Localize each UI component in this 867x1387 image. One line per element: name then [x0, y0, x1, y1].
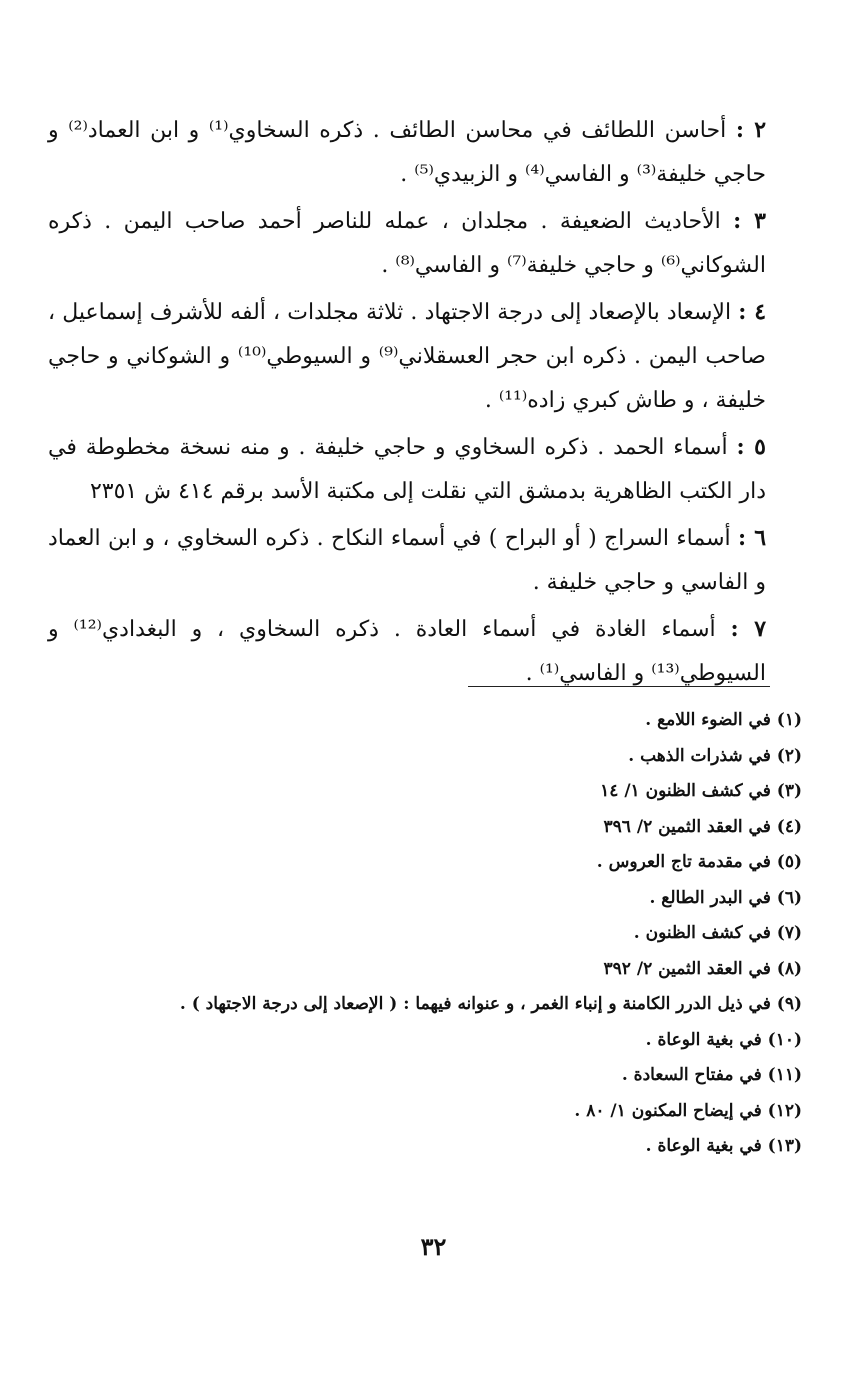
entry-text: أسماء الغادة في أسماء العادة . ذكره السخاوي ، و البغدادي⁽¹²⁾ و السيوطي⁽¹³⁾ و الفاسي⁽¹⁾ .	[48, 617, 766, 686]
footnote-8: (٨) في العقد الثمين ٢/ ٣٩٢	[603, 958, 802, 979]
footnote-5: (٥) في مقدمة تاج العروس .	[596, 852, 802, 872]
footnote-1: (١) في الضوء اللامع .	[645, 710, 802, 730]
footnote-11: (١١) في مفتاح السعادة .	[621, 1065, 802, 1085]
footnote-12: (١٢) في إيضاح المكنون ١/ ٨٠ .	[574, 1100, 802, 1121]
entry-text: أسماء الحمد . ذكره السخاوي و حاجي خليفة . و منه نسخة مخطوطة في دار الكتب الظاهرية بدمشق التي نقلت إلى مكتبة الأسد برقم ٤١٤ ش ٢٣٥١	[48, 435, 766, 504]
entry-3	[48, 199, 766, 288]
entry-5	[48, 425, 766, 514]
entry-2	[48, 108, 766, 197]
entry-text: الإسعاد بالإصعاد إلى درجة الاجتهاد . ثلاثة مجلدات ، ألفه للأشرف إسماعيل ، صاحب اليمن . ذكره ابن حجر العسقلاني⁽⁹⁾ و السيوطي⁽¹⁰⁾ و الشوكاني و حاجي خليفة ، و طاش كبري زاده⁽¹¹⁾ .	[48, 300, 766, 413]
entry-text: أحاسن اللطائف في محاسن الطائف . ذكره السخاوي⁽¹⁾ و ابن العماد⁽²⁾ و حاجي خليفة⁽³⁾ و الفاسي⁽⁴⁾ و الزبيدي⁽⁵⁾ .	[48, 118, 766, 187]
entry-text: الأحاديث الضعيفة . مجلدان ، عمله للناصر أحمد صاحب اليمن . ذكره الشوكاني⁽⁶⁾ و حاجي خليفة⁽⁷⁾ و الفاسي⁽⁸⁾ .	[48, 209, 766, 278]
entry-4	[48, 290, 766, 423]
footnote-3: (٣) في كشف الظنون ١/ ١٤	[600, 781, 802, 801]
footnote-13: (١٣) في بغية الوعاة .	[645, 1136, 802, 1156]
footnote-2: (٢) في شذرات الذهب .	[628, 745, 802, 766]
entry-6	[48, 516, 766, 605]
entry-7	[48, 607, 766, 696]
entry-number: ٦ :	[738, 525, 767, 551]
footnote-6: (٦) في البدر الطالع .	[649, 887, 802, 908]
footnote-separator	[468, 686, 770, 687]
entry-number: ٥ :	[736, 434, 766, 460]
page-number: ٣٢	[420, 1232, 447, 1261]
footnotes-list	[122, 703, 802, 1165]
entry-number: ٣ :	[733, 208, 766, 234]
footnote-4: (٤) في العقد الثمين ٢/ ٣٩٦	[603, 816, 802, 837]
entry-number: ٧ :	[730, 616, 767, 642]
footnote-7: (٧) في كشف الظنون .	[633, 923, 802, 943]
footnote-9: (٩) في ذيل الدرر الكامنة و إنباء الغمر ، و عنوانه فيهما : ( الإصعاد إلى درجة الاجتهاد ) .	[179, 994, 802, 1014]
entry-number: ٤ :	[738, 299, 767, 325]
main-text	[48, 108, 766, 698]
entry-number: ٢ :	[735, 117, 767, 143]
footnote-10: (١٠) في بغية الوعاة .	[645, 1029, 802, 1050]
entry-text: أسماء السراج ( أو البراح ) في أسماء النكاح . ذكره السخاوي ، و ابن العماد و الفاسي و حاجي خليفة .	[48, 526, 766, 595]
